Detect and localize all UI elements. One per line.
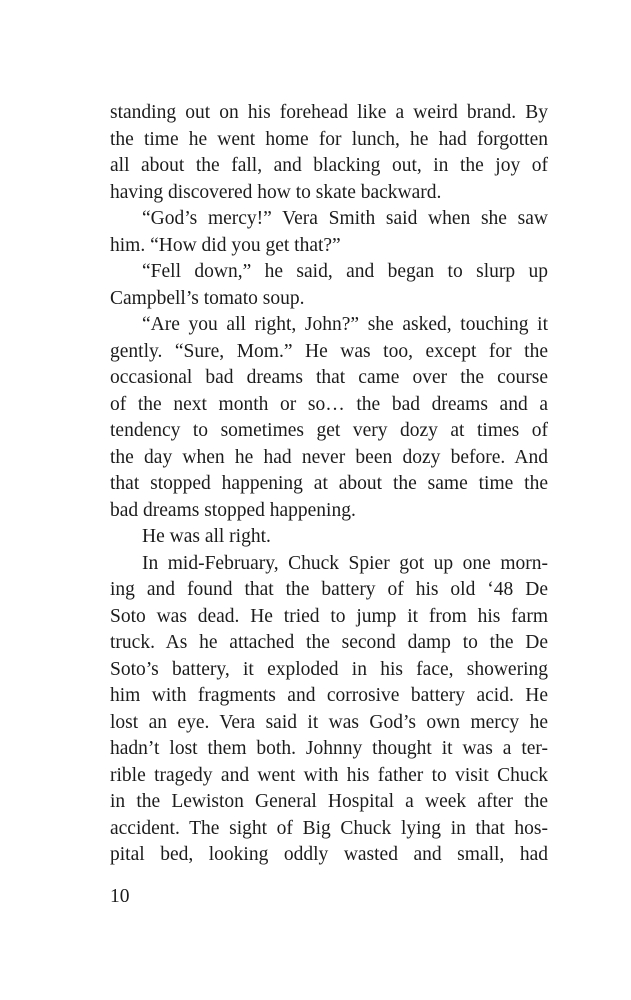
text-line: having discovered how to skate backward. (110, 181, 442, 203)
page-body-text (110, 100, 548, 869)
text-line: in the Lewiston General Hospital a week after the (110, 791, 548, 812)
text-line: truck. As he attached the second damp to the De (110, 632, 548, 653)
text-line: occasional bad dreams that came over the course (110, 367, 548, 388)
text-line: lost an eye. Vera said it was God’s own mercy he (110, 711, 548, 733)
text-line: pital bed, looking oddly wasted and small, had (110, 844, 548, 865)
text-line: hadn’t lost them both. Johnny thought it was a ter- (110, 738, 548, 759)
text-line: him. “How did you get that?” (110, 234, 341, 256)
text-line: He was all right. (142, 526, 271, 547)
text-line: the time he went home for lunch, he had forgotten (110, 128, 548, 150)
text-line: “Are you all right, John?” she asked, touching it (142, 314, 548, 335)
text-line: gently. “Sure, Mom.” He was too, except for the (110, 340, 548, 362)
text-line: that stopped happening at about the same time the (110, 473, 548, 494)
text-line: standing out on his forehead like a weird brand. By (110, 102, 548, 123)
text-line: “God’s mercy!” Vera Smith said when she saw (142, 208, 548, 229)
text-line: Campbell’s tomato soup. (110, 287, 305, 309)
text-line: him with fragments and corrosive battery acid. He (110, 685, 548, 706)
text-line: all about the fall, and blacking out, in the joy of (110, 155, 548, 176)
text-line: rible tragedy and went with his father to visit Chuck (110, 764, 548, 786)
text-line: Soto’s battery, it exploded in his face, showering (110, 658, 548, 680)
text-line: accident. The sight of Big Chuck lying in that hos- (110, 817, 548, 839)
text-line: tendency to sometimes get very dozy at times of (110, 420, 548, 441)
text-line: ing and found that the battery of his old ‘48 De (110, 579, 548, 600)
page-number: 10 (110, 886, 130, 907)
text-line: “Fell down,” he said, and began to slurp up (142, 261, 548, 282)
text-line: bad dreams stopped happening. (110, 499, 356, 521)
text-line: of the next month or so… the bad dreams and a (110, 393, 548, 415)
text-line: the day when he had never been dozy before. And (110, 446, 548, 468)
text-line: In mid-February, Chuck Spier got up one morn- (142, 552, 548, 574)
text-line: Soto was dead. He tried to jump it from his farm (110, 605, 548, 627)
